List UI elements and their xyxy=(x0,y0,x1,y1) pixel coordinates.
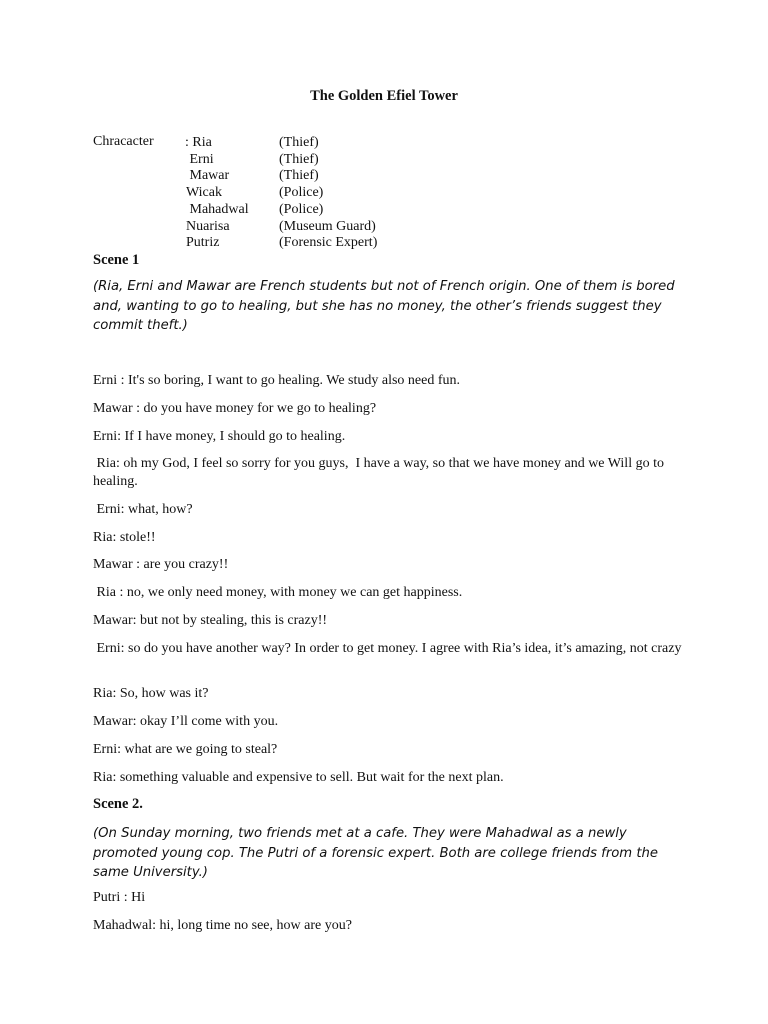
scene-1-heading: Scene 1 xyxy=(93,252,140,268)
dialogue-line: Erni : It's so boring, I want to go healing. We study also need fun. xyxy=(93,373,461,388)
scene-1-stage-direction: (Ria, Erni and Mawar are French students but not of French origin. One of them is bored and, wanting to go to healing, but she has no money, the other’s friends suggest they commit theft.) xyxy=(93,279,675,333)
character-role: (Museum Guard) xyxy=(279,219,376,234)
characters-label: Chracacter xyxy=(93,134,154,149)
dialogue-line: Erni: what, how? xyxy=(93,502,193,517)
character-name: Nuarisa xyxy=(186,219,230,234)
character-role: (Thief) xyxy=(279,168,319,183)
dialogue-line: Ria: So, how was it? xyxy=(93,686,209,701)
dialogue-line: Mawar: okay I’ll come with you. xyxy=(93,714,279,729)
dialogue-line: Erni: If I have money, I should go to healing. xyxy=(93,429,346,444)
character-name: Mawar xyxy=(186,168,230,183)
dialogue-line: Mawar : are you crazy!! xyxy=(93,557,229,572)
character-role: (Thief) xyxy=(279,135,319,150)
character-name: Mahadwal xyxy=(186,202,249,217)
dialogue-line: Mahadwal: hi, long time no see, how are you? xyxy=(93,918,352,933)
character-name: Erni xyxy=(186,152,214,167)
dialogue-line: Ria: stole!! xyxy=(93,530,156,545)
character-name: Wicak xyxy=(186,185,222,200)
character-role: (Police) xyxy=(279,185,324,200)
dialogue-line: Erni: so do you have another way? In order to get money. I agree with Ria’s idea, it’s amazing, not crazy xyxy=(93,641,682,656)
dialogue-line: Mawar: but not by stealing, this is crazy!! xyxy=(93,613,328,628)
dialogue-line: Putri : Hi xyxy=(93,890,146,905)
character-role: (Forensic Expert) xyxy=(279,235,378,250)
character-name: Putriz xyxy=(186,235,220,250)
dialogue-line: Mawar : do you have money for we go to healing? xyxy=(93,401,377,416)
document-title: The Golden Efiel Tower xyxy=(310,88,458,104)
dialogue-line: Ria : no, we only need money, with money we can get happiness. xyxy=(93,585,463,600)
dialogue-line: Erni: what are we going to steal? xyxy=(93,742,278,757)
scene-2-heading: Scene 2. xyxy=(93,796,143,812)
character-role: (Thief) xyxy=(279,152,319,167)
dialogue-line: Ria: oh my God, I feel so sorry for you guys, I have a way, so that we have money and we Will go to healing. xyxy=(93,456,668,489)
character-name: : Ria xyxy=(185,135,212,150)
dialogue-line: Ria: something valuable and expensive to sell. But wait for the next plan. xyxy=(93,770,504,785)
character-role: (Police) xyxy=(279,202,324,217)
scene-2-stage-direction: (On Sunday morning, two friends met at a cafe. They were Mahadwal as a newly promoted young cop. The Putri of a forensic expert. Both are college friends from the same University.) xyxy=(93,826,658,880)
